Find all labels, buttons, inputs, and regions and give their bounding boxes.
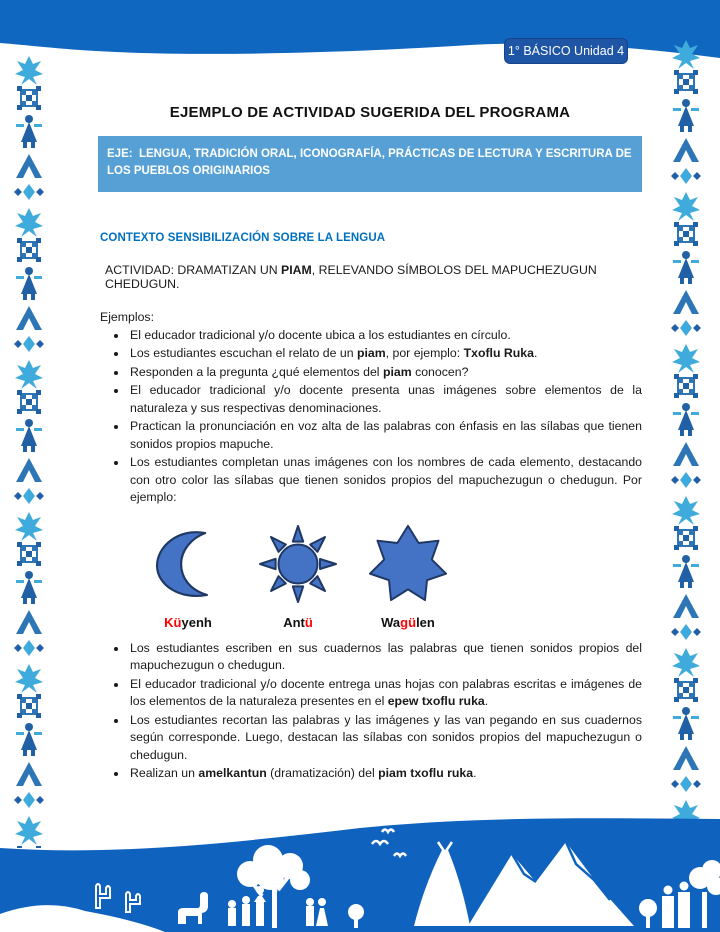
list-item: • Los estudiantes escriben en sus cuadernos las palabras que tienen sonidos propios del mapuchezugun o chedugun. bbox=[128, 640, 642, 675]
symbol-wagulen bbox=[353, 523, 463, 630]
sun-icon bbox=[258, 523, 338, 605]
list-item: • Los estudiantes escuchan el relato de un piam, por ejemplo: Txoflu Ruka. bbox=[128, 345, 642, 363]
symbol-antu bbox=[243, 523, 353, 630]
symbol-kuyenh bbox=[133, 523, 243, 630]
page-title: EJEMPLO DE ACTIVIDAD SUGERIDA DEL PROGRAMA bbox=[169, 104, 571, 121]
ejemplos-label: Ejemplos: bbox=[100, 309, 154, 324]
unit-badge-label: 1° BÁSICO Unidad 4 bbox=[507, 44, 625, 58]
list-item: • El educador tradicional y/o docente entrega unas hojas con palabras escritas e imágenes de los elementos de la naturaleza presentes en el epew txoflu ruka. bbox=[128, 676, 642, 711]
right-ornament-border bbox=[671, 40, 701, 822]
left-ornament-border bbox=[14, 56, 44, 848]
list-item: • Practican la pronunciación en voz alta de las palabras con énfasis en las sílabas que tienen sonidos propios mapuche. bbox=[128, 418, 642, 453]
symbol-label: Antü bbox=[283, 614, 313, 630]
symbol-label: Wagülen bbox=[381, 614, 435, 630]
list-item: • Los estudiantes completan unas imágenes con los nombres de cada elemento, destacando con otro color las sílabas que tienen sonidos propios del mapuchezugun o chedugun. Por ejemplo: bbox=[128, 454, 642, 507]
bullet-list-after bbox=[98, 640, 642, 783]
list-item: • El educador tradicional y/o docente presenta unas imágenes sobre elementos de la naturaleza y sus respectivas denominaciones. bbox=[128, 382, 642, 417]
list-item: • Realizan un amelkantun (dramatización) del piam txoflu ruka. bbox=[128, 765, 642, 783]
eje-banner: EJE: LENGUA, TRADICIÓN ORAL, ICONOGRAFÍA, PRÁCTICAS DE LECTURA Y ESCRITURA DE LOS PUEBLOS ORIGINARIOS bbox=[98, 136, 642, 192]
crescent-moon-icon bbox=[145, 523, 231, 605]
contexto-heading: CONTEXTO SENSIBILIZACIÓN SOBRE LA LENGUA bbox=[100, 231, 386, 244]
symbols-row bbox=[98, 523, 642, 630]
bullet-list-before bbox=[98, 327, 642, 507]
symbol-label: Küyenh bbox=[164, 614, 212, 630]
list-item: • Responden a la pregunta ¿qué elementos del piam conocen? bbox=[128, 364, 642, 382]
list-item: • El educador tradicional y/o docente ubica a los estudiantes en círculo. bbox=[128, 327, 642, 345]
list-item: • Los estudiantes recortan las palabras y las imágenes y las van pegando en sus cuadernos según corresponde. Luego, destacan las sílabas con sonidos propios del mapuchezugun o chedugun. bbox=[128, 712, 642, 765]
main-content bbox=[98, 104, 642, 784]
unit-badge bbox=[504, 38, 628, 64]
actividad-line: ACTIVIDAD: DRAMATIZAN UN PIAM, RELEVANDO SÍMBOLOS DEL MAPUCHEZUGUN CHEDUGUN. bbox=[105, 262, 597, 291]
bottom-landscape bbox=[0, 816, 720, 932]
seven-pointed-star-icon bbox=[367, 523, 449, 605]
